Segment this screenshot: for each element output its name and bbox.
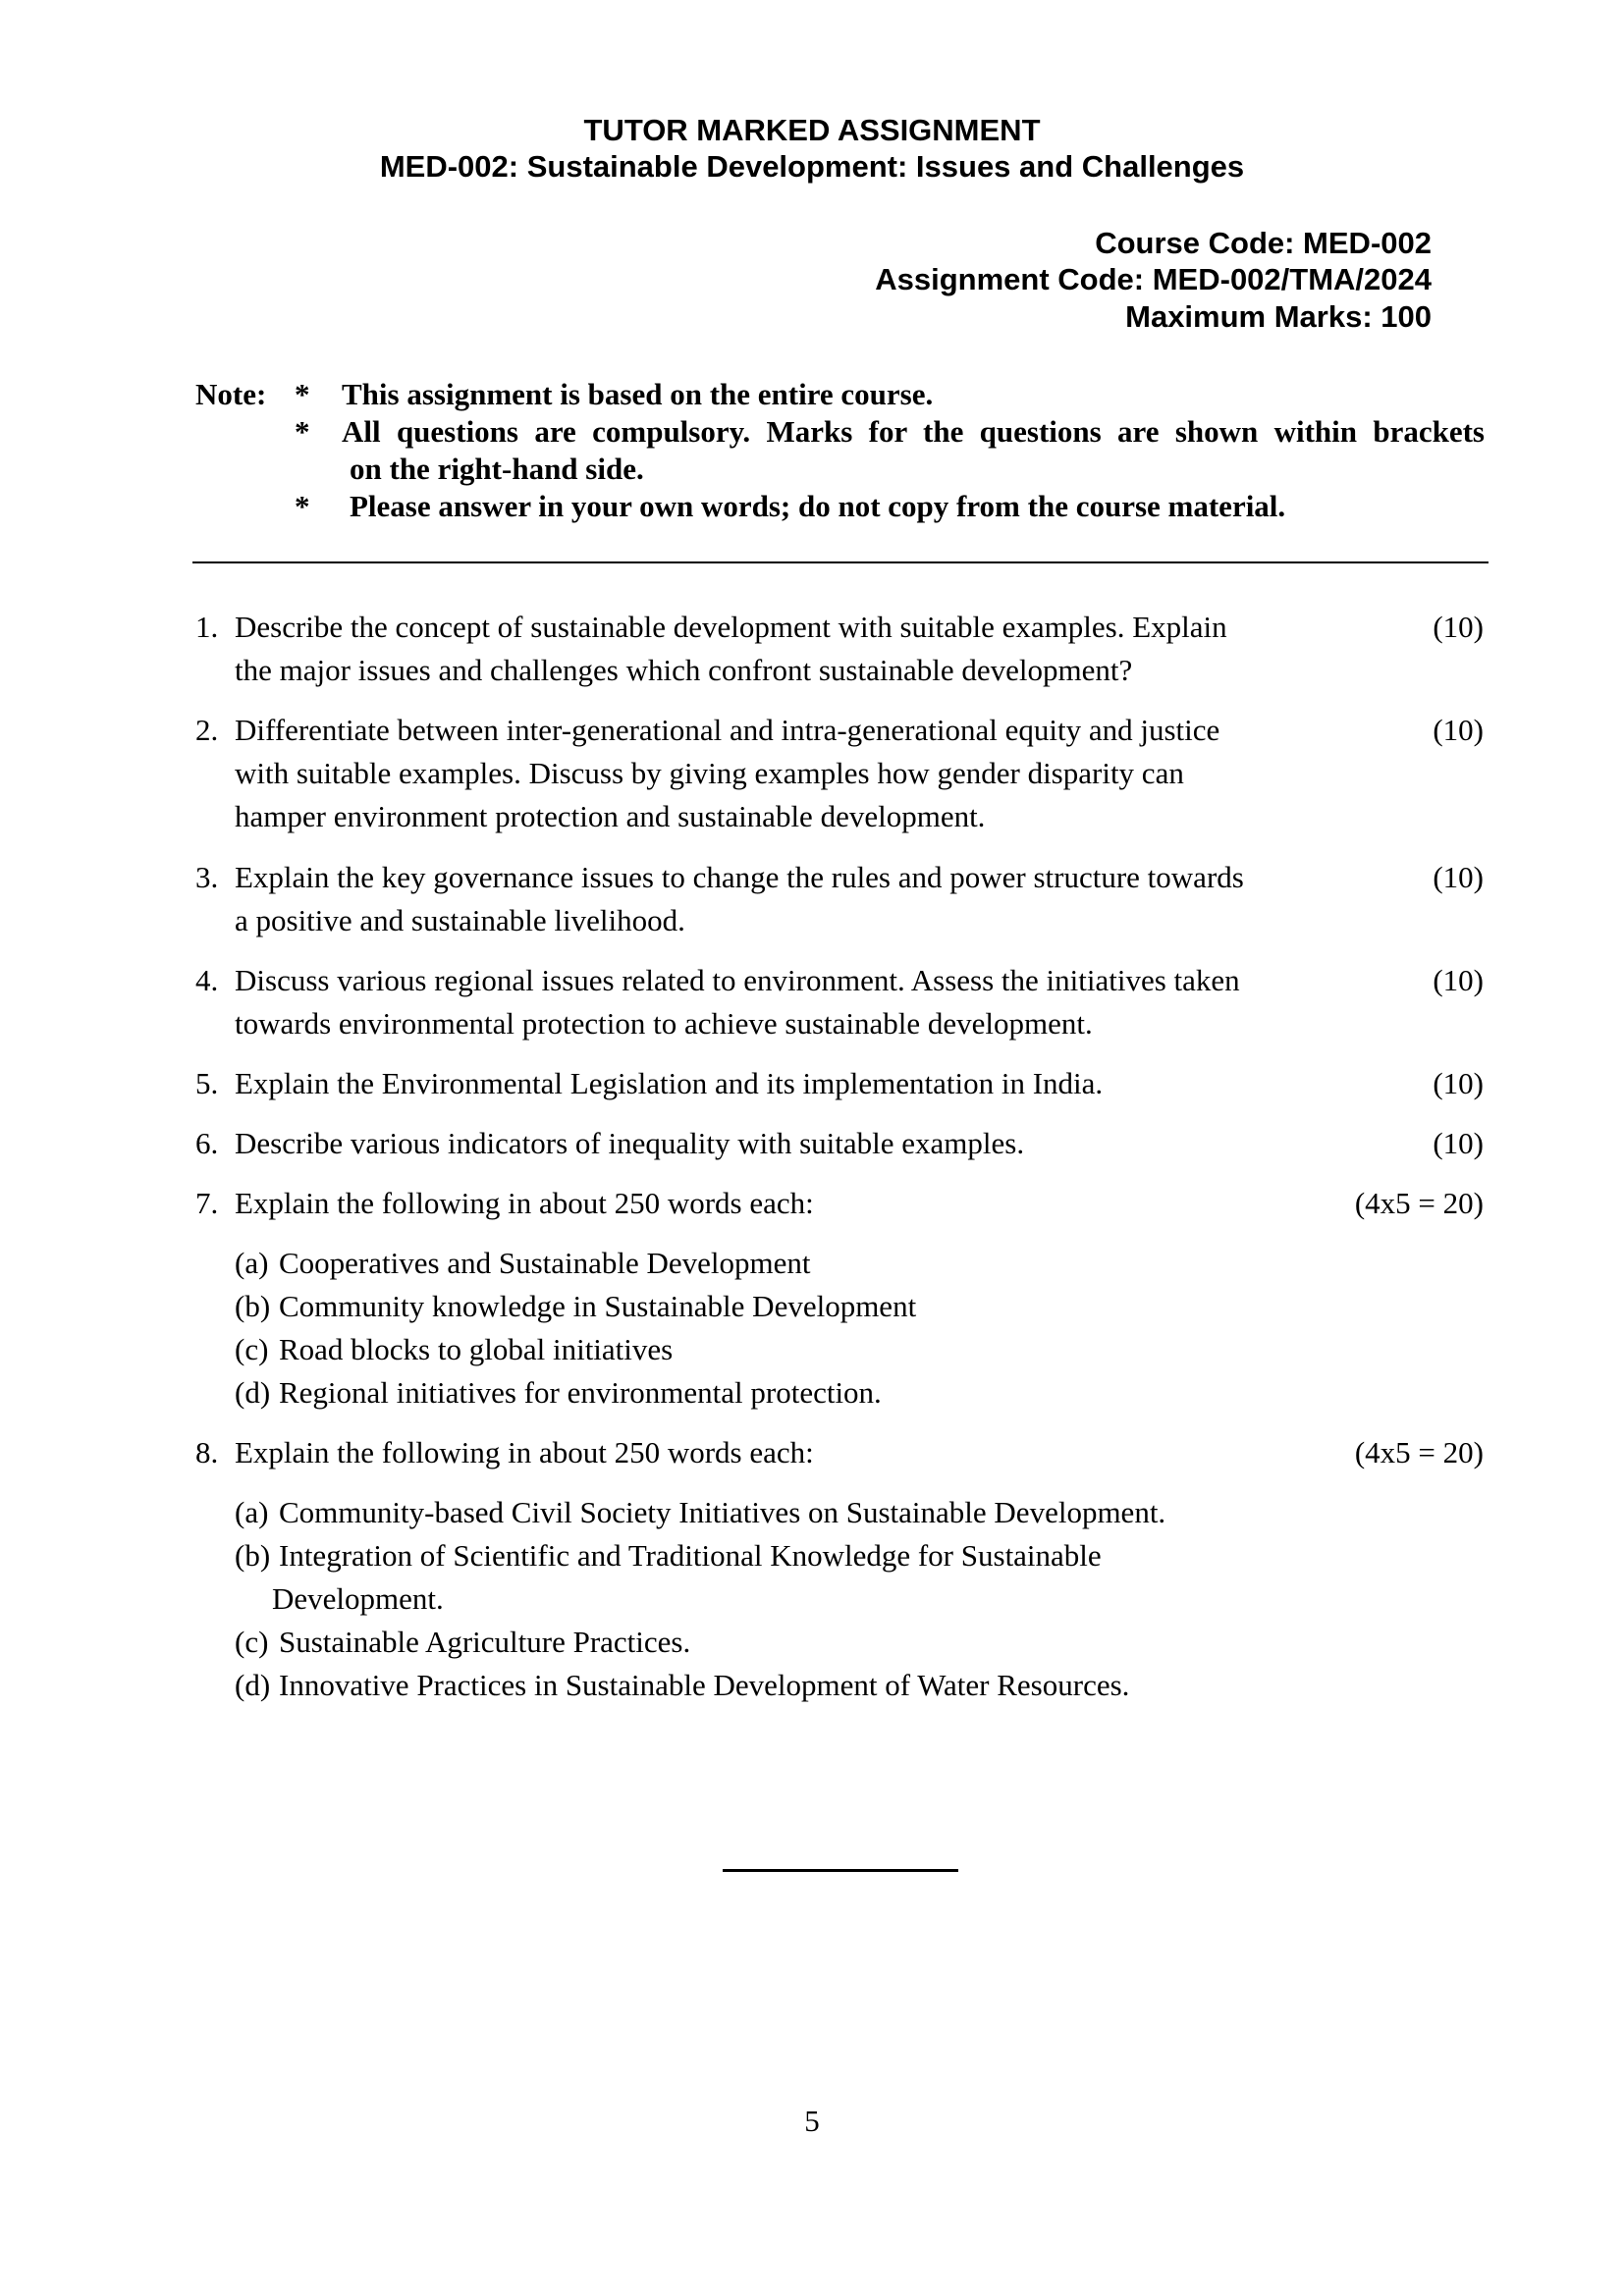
question-number: 8. xyxy=(195,1435,219,1469)
subquestion-text: Community knowledge in Sustainable Development xyxy=(279,1289,917,1323)
subquestion-label: (d) xyxy=(235,1668,271,1702)
question-text: Explain the key governance issues to change the rules and power structure towards xyxy=(235,860,1244,894)
assignment-title: TUTOR MARKED ASSIGNMENT xyxy=(583,113,1041,147)
question-number: 6. xyxy=(195,1126,219,1160)
question-text: hamper environment protection and sustainable development. xyxy=(235,799,986,833)
subquestion-text: Community-based Civil Society Initiatives on Sustainable Development. xyxy=(279,1495,1166,1529)
subquestion-text: Sustainable Agriculture Practices. xyxy=(279,1625,691,1659)
question-marks: (4x5 = 20) xyxy=(1354,1435,1484,1469)
question-number: 4. xyxy=(195,963,219,997)
page-number: 5 xyxy=(804,2104,820,2138)
note-item: Please answer in your own words; do not copy from the course material. xyxy=(350,489,1286,523)
note-bullet: * xyxy=(295,489,310,523)
question-number: 1. xyxy=(195,610,219,644)
subquestion-label: (c) xyxy=(235,1332,269,1366)
subquestion-text: Road blocks to global initiatives xyxy=(279,1332,674,1366)
question-marks: (10) xyxy=(1433,610,1484,644)
question-marks: (4x5 = 20) xyxy=(1354,1186,1484,1220)
question-number: 7. xyxy=(195,1186,219,1220)
subquestion-label: (b) xyxy=(235,1538,271,1573)
note-item: This assignment is based on the entire course. xyxy=(342,377,934,411)
subquestion-label: (d) xyxy=(235,1375,271,1410)
question-text: with suitable examples. Discuss by giving examples how gender disparity can xyxy=(235,756,1184,790)
question-text: Explain the following in about 250 words each: xyxy=(235,1186,814,1220)
question-marks: (10) xyxy=(1433,1126,1484,1160)
note-item: All questions are compulsory. Marks for the questions are shown within brackets xyxy=(342,414,1485,449)
question-marks: (10) xyxy=(1433,963,1484,997)
maximum-marks: Maximum Marks: 100 xyxy=(1125,299,1432,334)
question-marks: (10) xyxy=(1433,713,1484,747)
question-text: towards environmental protection to achieve sustainable development. xyxy=(235,1006,1093,1041)
question-number: 3. xyxy=(195,860,219,894)
question-text: Differentiate between inter-generational and intra-generational equity and justice xyxy=(235,713,1220,747)
note-bullet: * xyxy=(295,414,310,449)
question-text: Explain the following in about 250 words each: xyxy=(235,1435,814,1469)
course-subtitle: MED-002: Sustainable Development: Issues and Challenges xyxy=(379,149,1245,184)
note-label: Note: xyxy=(195,377,267,411)
question-marks: (10) xyxy=(1433,1066,1484,1100)
assignment-code: Assignment Code: MED-002/TMA/2024 xyxy=(875,262,1432,296)
subquestion-label: (a) xyxy=(235,1495,269,1529)
question-number: 5. xyxy=(195,1066,219,1100)
end-divider xyxy=(723,1869,958,1872)
subquestion-text: Integration of Scientific and Traditional Knowledge for Sustainable xyxy=(279,1538,1102,1573)
question-text: a positive and sustainable livelihood. xyxy=(235,903,685,937)
question-marks: (10) xyxy=(1433,860,1484,894)
question-text: the major issues and challenges which confront sustainable development? xyxy=(235,653,1133,687)
question-text: Describe the concept of sustainable development with suitable examples. Explain xyxy=(235,610,1227,644)
question-text: Describe various indicators of inequality with suitable examples. xyxy=(235,1126,1025,1160)
header-divider xyxy=(192,561,1489,563)
note-item-continuation: on the right-hand side. xyxy=(350,452,644,486)
question-text: Discuss various regional issues related to environment. Assess the initiatives taken xyxy=(235,963,1240,997)
subquestion-text: Innovative Practices in Sustainable Development of Water Resources. xyxy=(279,1668,1130,1702)
question-number: 2. xyxy=(195,713,219,747)
subquestion-label: (c) xyxy=(235,1625,269,1659)
note-bullet: * xyxy=(295,377,310,411)
course-code: Course Code: MED-002 xyxy=(1095,226,1432,260)
subquestion-label: (a) xyxy=(235,1246,269,1280)
subquestion-continuation: Development. xyxy=(272,1581,444,1616)
subquestion-label: (b) xyxy=(235,1289,271,1323)
question-text: Explain the Environmental Legislation and its implementation in India. xyxy=(235,1066,1104,1100)
subquestion-text: Cooperatives and Sustainable Development xyxy=(279,1246,811,1280)
subquestion-text: Regional initiatives for environmental protection. xyxy=(279,1375,882,1410)
